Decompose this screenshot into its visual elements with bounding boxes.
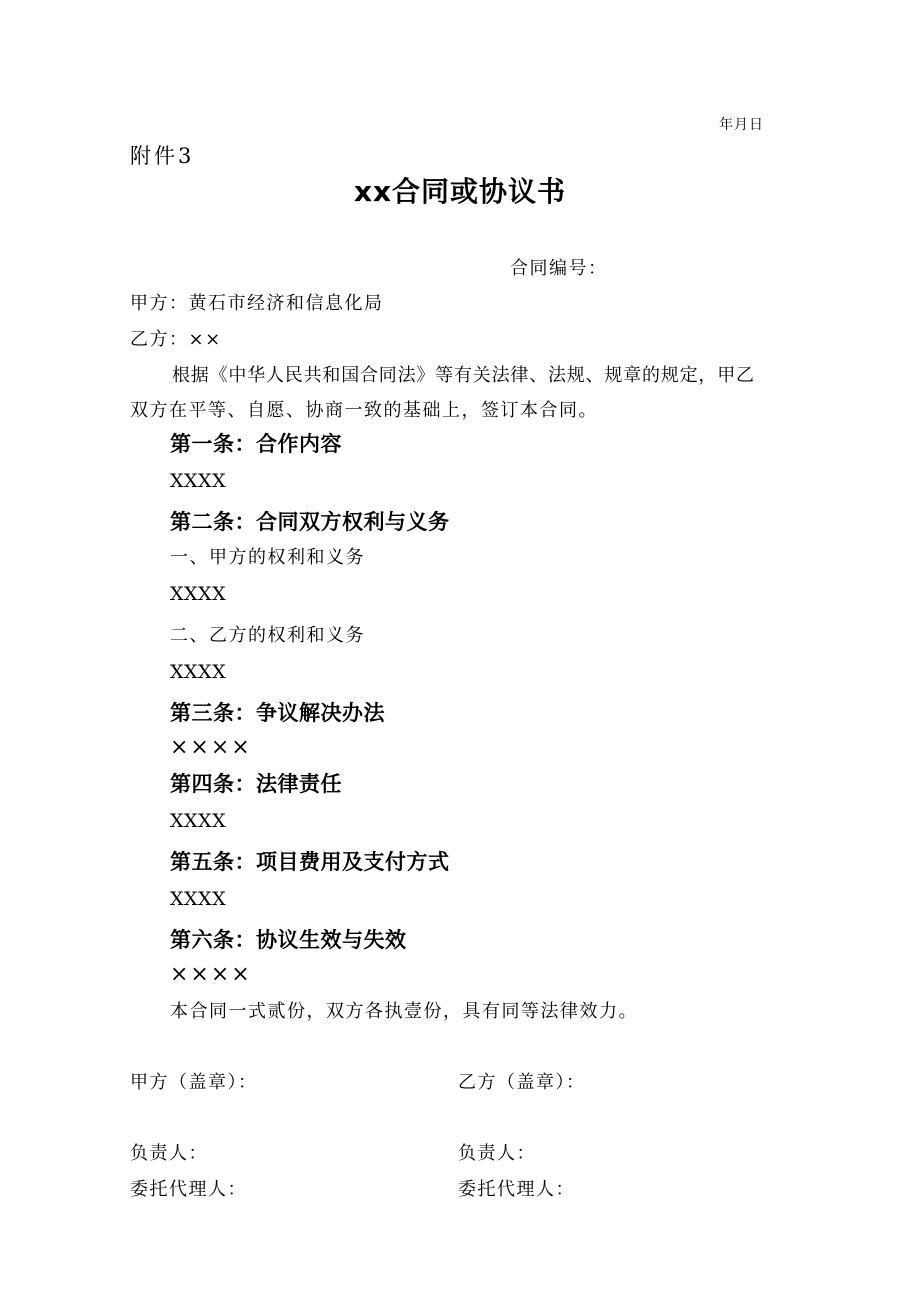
section-heading: 第三条：争议解决办法 [170,701,385,725]
section-content: XXXX [170,470,227,492]
attachment-label: 附件3 [130,144,195,168]
contract-number-label: 合同编号： [510,258,608,279]
closing-statement: 本合同一式贰份，双方各执壹份，具有同等法律效力。 [170,1001,638,1022]
section-content: XXXX [170,583,227,605]
subsection-heading: 二、乙方的权利和义务 [170,625,365,646]
party-a-seal-label: 甲方（盖章）： [130,1072,258,1093]
section-content: ×××× [170,735,252,760]
document-title: xx合同或协议书 [353,175,567,208]
subsection-heading: 一、甲方的权利和义务 [170,547,365,568]
section-heading: 第六条：协议生效与失效 [170,928,407,952]
party-b-line: 乙方：×× [130,329,222,350]
intro-paragraph-line2: 双方在平等、自愿、协商一致的基础上，签订本合同。 [130,400,598,421]
section-heading: 第五条：项目费用及支付方式 [170,850,450,874]
section-content: XXXX [170,810,227,832]
date-line: 年月日 [719,117,764,133]
party-a-agent-label: 委托代理人： [130,1179,247,1200]
section-heading: 第一条：合作内容 [170,432,342,456]
party-a-line: 甲方：黄石市经济和信息化局 [130,293,384,314]
section-content: XXXX [170,661,227,683]
section-heading: 第二条：合同双方权利与义务 [170,510,450,534]
party-b-seal-label: 乙方（盖章）： [458,1072,586,1093]
party-b-person-in-charge-label: 负责人： [458,1143,536,1164]
section-content: XXXX [170,888,227,910]
party-a-person-in-charge-label: 负责人： [130,1143,208,1164]
intro-paragraph-line1: 根据《中华人民共和国合同法》等有关法律、法规、规章的规定，甲乙 [172,365,755,386]
section-content: ×××× [170,962,252,987]
party-b-agent-label: 委托代理人： [458,1179,575,1200]
section-heading: 第四条：法律责任 [170,772,342,796]
